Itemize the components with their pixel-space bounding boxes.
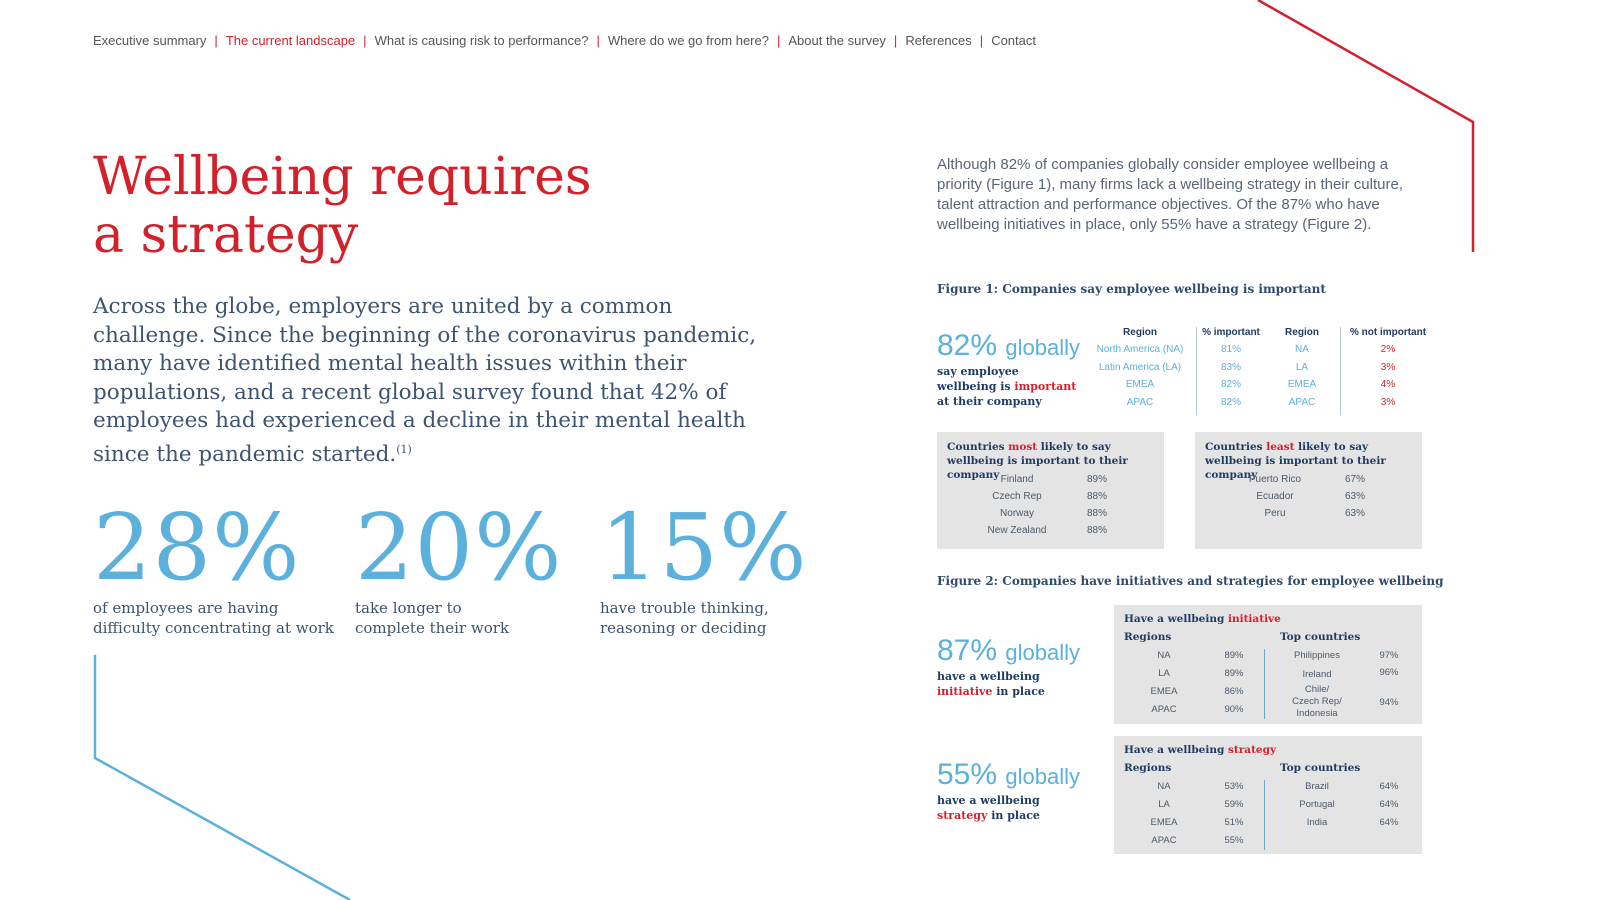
region-value: 51% xyxy=(1224,817,1244,828)
stat-value: 15% xyxy=(600,494,808,601)
blue-corner-line xyxy=(95,655,350,900)
most-likely-title: Countries most likely to say wellbeing is important to their company xyxy=(947,441,1128,481)
list-item: New Zealand 88% xyxy=(987,525,1107,536)
table-cell: EMEA xyxy=(1287,379,1317,390)
table-header: % important xyxy=(1202,327,1260,338)
strategy-panel xyxy=(1114,736,1422,854)
table-divider xyxy=(1196,327,1197,415)
initiative-global-caption: have a wellbeing initiative in place xyxy=(937,670,1045,698)
table-header: Region xyxy=(1285,327,1319,338)
table-cell: 3% xyxy=(1380,396,1396,408)
country-value: 64% xyxy=(1379,781,1399,792)
region-value: 89% xyxy=(1224,650,1244,661)
region-name: EMEA xyxy=(1150,686,1178,697)
nav-where-from-here[interactable]: Where do we go from here? xyxy=(607,33,769,48)
figure1-title: Figure 1: Companies say employee wellbeing is important xyxy=(937,282,1326,296)
regions-label: Regions xyxy=(1124,631,1172,643)
regions-label: Regions xyxy=(1124,762,1172,774)
country-value: 64% xyxy=(1379,817,1399,828)
region-value: 90% xyxy=(1224,704,1244,715)
table-header: Region xyxy=(1123,327,1157,338)
country-name: Brazil xyxy=(1305,781,1329,792)
region-value: 59% xyxy=(1224,799,1244,810)
table-cell: 3% xyxy=(1380,361,1396,373)
nav-references[interactable]: References xyxy=(905,33,972,48)
table-header: % not important xyxy=(1349,327,1427,338)
stat-trouble-thinking xyxy=(600,494,808,638)
most-likely-box xyxy=(937,432,1164,549)
page-title-line1: Wellbeing requires xyxy=(93,147,592,207)
top-navigation: Executive summary | The current landscape | What is causing risk to performance? | Where do we go from here? | About the survey | References | Contact xyxy=(93,33,1036,48)
country-value: 94% xyxy=(1379,697,1399,708)
region-value: 53% xyxy=(1224,781,1244,792)
page-title xyxy=(93,148,592,264)
lead-paragraph: Across the globe, employers are united by a common challenge. Since the beginning of the coronavirus pandemic, many have identified mental health issues within their populations, and a recent global survey found that 42% of employees had experienced a decline in their mental health since the pandemic started.$^{(1)}$ xyxy=(93,294,757,468)
strategy-panel-title: Have a wellbeing strategy xyxy=(1124,744,1277,756)
table-cell: APAC xyxy=(1288,396,1316,408)
nav-contact[interactable]: Contact xyxy=(991,33,1036,48)
stat-description: have trouble thinking, reasoning or deciding xyxy=(600,599,769,637)
region-name: LA xyxy=(1158,799,1170,810)
least-likely-list xyxy=(1225,474,1395,525)
strategy-global-value: 55% globally xyxy=(937,758,1080,791)
list-item: Finland 89% xyxy=(1000,474,1107,485)
nav-risk-to-performance[interactable]: What is causing risk to performance? xyxy=(374,33,589,48)
region-name: NA xyxy=(1157,650,1171,661)
top-countries-label: Top countries xyxy=(1280,631,1361,643)
region-name: LA xyxy=(1158,668,1170,679)
country-value: 96% xyxy=(1379,667,1399,678)
region-value: 89% xyxy=(1224,668,1244,679)
country-name: Portugal xyxy=(1299,799,1335,810)
nav-current-landscape[interactable]: The current landscape xyxy=(225,33,356,48)
table-cell: 83% xyxy=(1220,361,1241,373)
least-likely-box xyxy=(1195,432,1422,549)
table-cell: 4% xyxy=(1380,379,1396,390)
region-name: NA xyxy=(1157,781,1171,792)
region-name: APAC xyxy=(1151,835,1177,846)
country-value: 97% xyxy=(1379,650,1399,661)
country-value: 64% xyxy=(1379,799,1399,810)
initiative-panel-title: Have a wellbeing initiative xyxy=(1124,613,1281,625)
table-cell: 82% xyxy=(1220,396,1241,408)
top-countries-label: Top countries xyxy=(1280,762,1361,774)
table-cell: EMEA xyxy=(1125,379,1155,390)
initiative-global xyxy=(937,635,1092,699)
figure1-global-value: 82% globally xyxy=(937,329,1080,362)
strategy-global-caption: have a wellbeing strategy in place xyxy=(937,794,1040,822)
country-name: India xyxy=(1306,817,1328,828)
strategy-global xyxy=(937,759,1092,823)
list-item: Peru 63% xyxy=(1264,508,1365,519)
stat-description: of employees are having difficulty concentrating at work xyxy=(93,599,334,637)
region-value: 55% xyxy=(1224,835,1244,846)
table-cell: Latin America (LA) xyxy=(1098,361,1182,373)
stat-value: 20% xyxy=(355,494,563,601)
panel-divider xyxy=(1264,649,1265,719)
panel-divider xyxy=(1264,780,1265,850)
reference-marker[interactable]: (1) xyxy=(396,442,412,456)
figure2-title: Figure 2: Companies have initiatives and strategies for employee wellbeing xyxy=(937,574,1444,588)
initiative-panel xyxy=(1114,605,1422,724)
region-value: 86% xyxy=(1224,686,1244,697)
most-likely-list xyxy=(967,474,1137,542)
country-name: Ireland xyxy=(1302,669,1332,680)
figure1-global xyxy=(937,330,1080,409)
initiative-global-value: 87% globally xyxy=(937,634,1080,667)
region-name: EMEA xyxy=(1150,817,1178,828)
figure1-global-caption: say employee wellbeing is important at their company xyxy=(937,365,1077,408)
country-name: Chile/ Czech Rep/ Indonesia xyxy=(1292,684,1342,719)
least-likely-title: Countries least likely to say wellbeing is important to their company xyxy=(1205,441,1386,481)
stat-value: 28% xyxy=(93,494,301,601)
region-name: APAC xyxy=(1151,704,1177,715)
table-cell: NA xyxy=(1295,344,1309,355)
stat-concentrating xyxy=(93,494,334,638)
nav-executive-summary[interactable]: Executive summary xyxy=(93,33,207,48)
stat-longer-work xyxy=(355,494,563,638)
country-name: Philippines xyxy=(1294,650,1340,661)
table-cell: 81% xyxy=(1220,344,1241,355)
stat-description: take longer to complete their work xyxy=(355,599,510,637)
list-item: Puerto Rico 67% xyxy=(1248,474,1365,485)
table-cell: 2% xyxy=(1380,344,1396,355)
list-item: Ecuador 63% xyxy=(1256,491,1365,502)
table-divider xyxy=(1340,327,1341,415)
table-cell: North America (NA) xyxy=(1096,344,1184,355)
list-item: Czech Rep 88% xyxy=(992,491,1107,502)
intro-paragraph: Although 82% of companies globally consider employee wellbeing a priority (Figure 1), many firms lack a wellbeing strategy in their culture, talent attraction and performance objectives. Of the 87% who have wellbeing initiatives in place, only 55% have a strategy (Figure 2). xyxy=(937,156,1403,233)
nav-about-survey[interactable]: About the survey xyxy=(788,33,886,48)
table-cell: APAC xyxy=(1126,396,1154,408)
table-cell: LA xyxy=(1295,361,1309,373)
table-cell: 82% xyxy=(1220,379,1241,390)
list-item: Norway 88% xyxy=(1000,508,1107,519)
page-title-line2: a strategy xyxy=(93,205,359,265)
